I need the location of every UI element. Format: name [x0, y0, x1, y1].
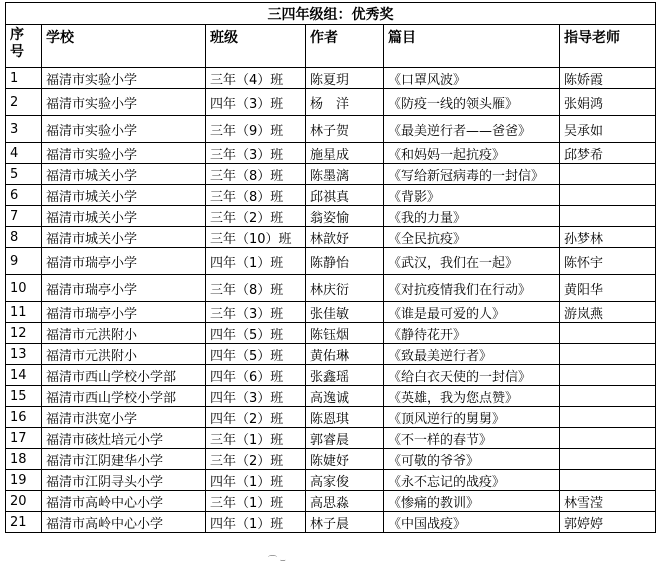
page-footer-mark: ⌒ ⌣ [268, 556, 286, 566]
cell-author: 林庆衍 [306, 275, 384, 302]
cell-title: 《惨痛的教训》 [384, 491, 560, 512]
cell-author: 黄佑琳 [306, 344, 384, 365]
cell-school: 福清市高岭中心小学 [42, 512, 206, 533]
cell-school: 福清市城关小学 [42, 206, 206, 227]
award-table [5, 2, 656, 533]
cell-num: 10 [6, 275, 42, 302]
cell-author: 陈静怡 [306, 248, 384, 275]
cell-title: 《顶风逆行的舅舅》 [384, 407, 560, 428]
cell-num: 11 [6, 302, 42, 323]
cell-num: 14 [6, 365, 42, 386]
cell-teacher: 邱梦希 [560, 143, 656, 164]
table-row [6, 227, 656, 248]
cell-class: 三年（1）班 [206, 428, 306, 449]
cell-title: 《全民抗疫》 [384, 227, 560, 248]
table-row [6, 449, 656, 470]
cell-author: 郭睿晨 [306, 428, 384, 449]
header-teacher: 指导老师 [560, 25, 656, 68]
cell-class: 四年（3）班 [206, 89, 306, 116]
cell-author: 张佳敏 [306, 302, 384, 323]
header-title: 篇目 [384, 25, 560, 68]
table-row [6, 512, 656, 533]
table-row [6, 323, 656, 344]
cell-num: 2 [6, 89, 42, 116]
cell-class: 三年（4）班 [206, 68, 306, 89]
cell-num: 1 [6, 68, 42, 89]
cell-class: 四年（3）班 [206, 386, 306, 407]
cell-teacher: 张娟鸿 [560, 89, 656, 116]
cell-class: 三年（2）班 [206, 206, 306, 227]
cell-school: 福清市高岭中心小学 [42, 491, 206, 512]
table-row [6, 116, 656, 143]
cell-school: 福清市城关小学 [42, 185, 206, 206]
cell-class: 三年（1）班 [206, 491, 306, 512]
cell-title: 《和妈妈一起抗疫》 [384, 143, 560, 164]
cell-class: 四年（1）班 [206, 248, 306, 275]
cell-num: 21 [6, 512, 42, 533]
cell-title: 《谁是最可爱的人》 [384, 302, 560, 323]
cell-num: 8 [6, 227, 42, 248]
cell-num: 16 [6, 407, 42, 428]
table-row [6, 185, 656, 206]
cell-school: 福清市西山学校小学部 [42, 365, 206, 386]
cell-num: 5 [6, 164, 42, 185]
cell-title: 《我的力量》 [384, 206, 560, 227]
cell-title: 《口罩风波》 [384, 68, 560, 89]
cell-teacher [560, 185, 656, 206]
cell-school: 福清市元洪附小 [42, 323, 206, 344]
cell-teacher [560, 470, 656, 491]
table-row [6, 68, 656, 89]
cell-title: 《最美逆行者——爸爸》 [384, 116, 560, 143]
cell-school: 福清市江阴寻头小学 [42, 470, 206, 491]
cell-class: 三年（3）班 [206, 302, 306, 323]
cell-teacher [560, 164, 656, 185]
cell-author: 张鑫瑶 [306, 365, 384, 386]
cell-num: 12 [6, 323, 42, 344]
cell-title: 《武汉，我们在一起》 [384, 248, 560, 275]
cell-num: 20 [6, 491, 42, 512]
cell-school: 福清市瑞亭小学 [42, 248, 206, 275]
cell-num: 4 [6, 143, 42, 164]
table-row [6, 365, 656, 386]
cell-num: 6 [6, 185, 42, 206]
cell-author: 高思淼 [306, 491, 384, 512]
cell-author: 杨 洋 [306, 89, 384, 116]
cell-school: 福清市实验小学 [42, 116, 206, 143]
cell-title: 《给白衣天使的一封信》 [384, 365, 560, 386]
cell-author: 陈墨漓 [306, 164, 384, 185]
cell-class: 三年（3）班 [206, 143, 306, 164]
table-row [6, 407, 656, 428]
cell-school: 福清市洪宽小学 [42, 407, 206, 428]
cell-author: 林子晨 [306, 512, 384, 533]
cell-title: 《可敬的爷爷》 [384, 449, 560, 470]
cell-author: 林子贺 [306, 116, 384, 143]
cell-school: 福清市江阴建华小学 [42, 449, 206, 470]
table-row [6, 89, 656, 116]
cell-class: 三年（8）班 [206, 185, 306, 206]
cell-school: 福清市城关小学 [42, 164, 206, 185]
cell-author: 陈钰烟 [306, 323, 384, 344]
cell-school: 福清市实验小学 [42, 68, 206, 89]
cell-author: 陈夏玥 [306, 68, 384, 89]
cell-class: 三年（2）班 [206, 449, 306, 470]
cell-teacher [560, 428, 656, 449]
caption-row [6, 3, 656, 25]
table-row [6, 428, 656, 449]
cell-author: 陈婕妤 [306, 449, 384, 470]
cell-school: 福清市实验小学 [42, 89, 206, 116]
cell-title: 《静待花开》 [384, 323, 560, 344]
table-row [6, 248, 656, 275]
cell-class: 四年（2）班 [206, 407, 306, 428]
cell-teacher: 陈怀宇 [560, 248, 656, 275]
header-school: 学校 [42, 25, 206, 68]
cell-author: 邱祺真 [306, 185, 384, 206]
cell-teacher: 林雪滢 [560, 491, 656, 512]
cell-title: 《对抗疫情我们在行动》 [384, 275, 560, 302]
cell-teacher: 吴承如 [560, 116, 656, 143]
cell-num: 9 [6, 248, 42, 275]
cell-title: 《写给新冠病毒的一封信》 [384, 164, 560, 185]
cell-school: 福清市城关小学 [42, 227, 206, 248]
cell-author: 高逸诚 [306, 386, 384, 407]
cell-school: 福清市西山学校小学部 [42, 386, 206, 407]
cell-title: 《英雄，我为您点赞》 [384, 386, 560, 407]
cell-school: 福清市硋灶培元小学 [42, 428, 206, 449]
cell-author: 高家俊 [306, 470, 384, 491]
cell-class: 三年（9）班 [206, 116, 306, 143]
cell-teacher [560, 365, 656, 386]
cell-class: 四年（5）班 [206, 344, 306, 365]
table-row [6, 164, 656, 185]
table-row [6, 206, 656, 227]
cell-class: 四年（1）班 [206, 512, 306, 533]
cell-class: 四年（6）班 [206, 365, 306, 386]
cell-teacher [560, 386, 656, 407]
cell-school: 福清市实验小学 [42, 143, 206, 164]
cell-teacher: 游岚燕 [560, 302, 656, 323]
table-row [6, 302, 656, 323]
cell-school: 福清市元洪附小 [42, 344, 206, 365]
table-row [6, 275, 656, 302]
cell-teacher [560, 449, 656, 470]
header-row [6, 25, 656, 68]
table-row [6, 143, 656, 164]
header-author: 作者 [306, 25, 384, 68]
cell-author: 林歆妤 [306, 227, 384, 248]
cell-num: 13 [6, 344, 42, 365]
cell-author: 施星成 [306, 143, 384, 164]
cell-author: 陈恩琪 [306, 407, 384, 428]
cell-author: 翁姿愉 [306, 206, 384, 227]
cell-class: 四年（5）班 [206, 323, 306, 344]
cell-teacher [560, 344, 656, 365]
cell-teacher: 黄阳华 [560, 275, 656, 302]
cell-title: 《背影》 [384, 185, 560, 206]
cell-class: 三年（8）班 [206, 164, 306, 185]
cell-teacher [560, 206, 656, 227]
cell-title: 《致最美逆行者》 [384, 344, 560, 365]
cell-teacher [560, 323, 656, 344]
cell-title: 《永不忘记的战疫》 [384, 470, 560, 491]
cell-num: 17 [6, 428, 42, 449]
header-class: 班级 [206, 25, 306, 68]
cell-title: 《中国战疫》 [384, 512, 560, 533]
cell-class: 四年（1）班 [206, 470, 306, 491]
cell-num: 3 [6, 116, 42, 143]
cell-teacher: 陈娇霞 [560, 68, 656, 89]
cell-class: 三年（10）班 [206, 227, 306, 248]
cell-school: 福清市瑞亭小学 [42, 302, 206, 323]
cell-num: 19 [6, 470, 42, 491]
cell-class: 三年（8）班 [206, 275, 306, 302]
cell-num: 18 [6, 449, 42, 470]
cell-num: 7 [6, 206, 42, 227]
cell-title: 《不一样的春节》 [384, 428, 560, 449]
cell-num: 15 [6, 386, 42, 407]
cell-teacher: 孙梦林 [560, 227, 656, 248]
cell-school: 福清市瑞亭小学 [42, 275, 206, 302]
cell-title: 《防疫一线的领头雁》 [384, 89, 560, 116]
table-body [6, 68, 656, 533]
table-caption: 三四年级组：优秀奖 [6, 3, 656, 25]
cell-teacher: 郭婷婷 [560, 512, 656, 533]
table-row [6, 386, 656, 407]
cell-teacher [560, 407, 656, 428]
table-row [6, 491, 656, 512]
header-num: 序号 [6, 25, 42, 68]
table-row [6, 470, 656, 491]
table-row [6, 344, 656, 365]
